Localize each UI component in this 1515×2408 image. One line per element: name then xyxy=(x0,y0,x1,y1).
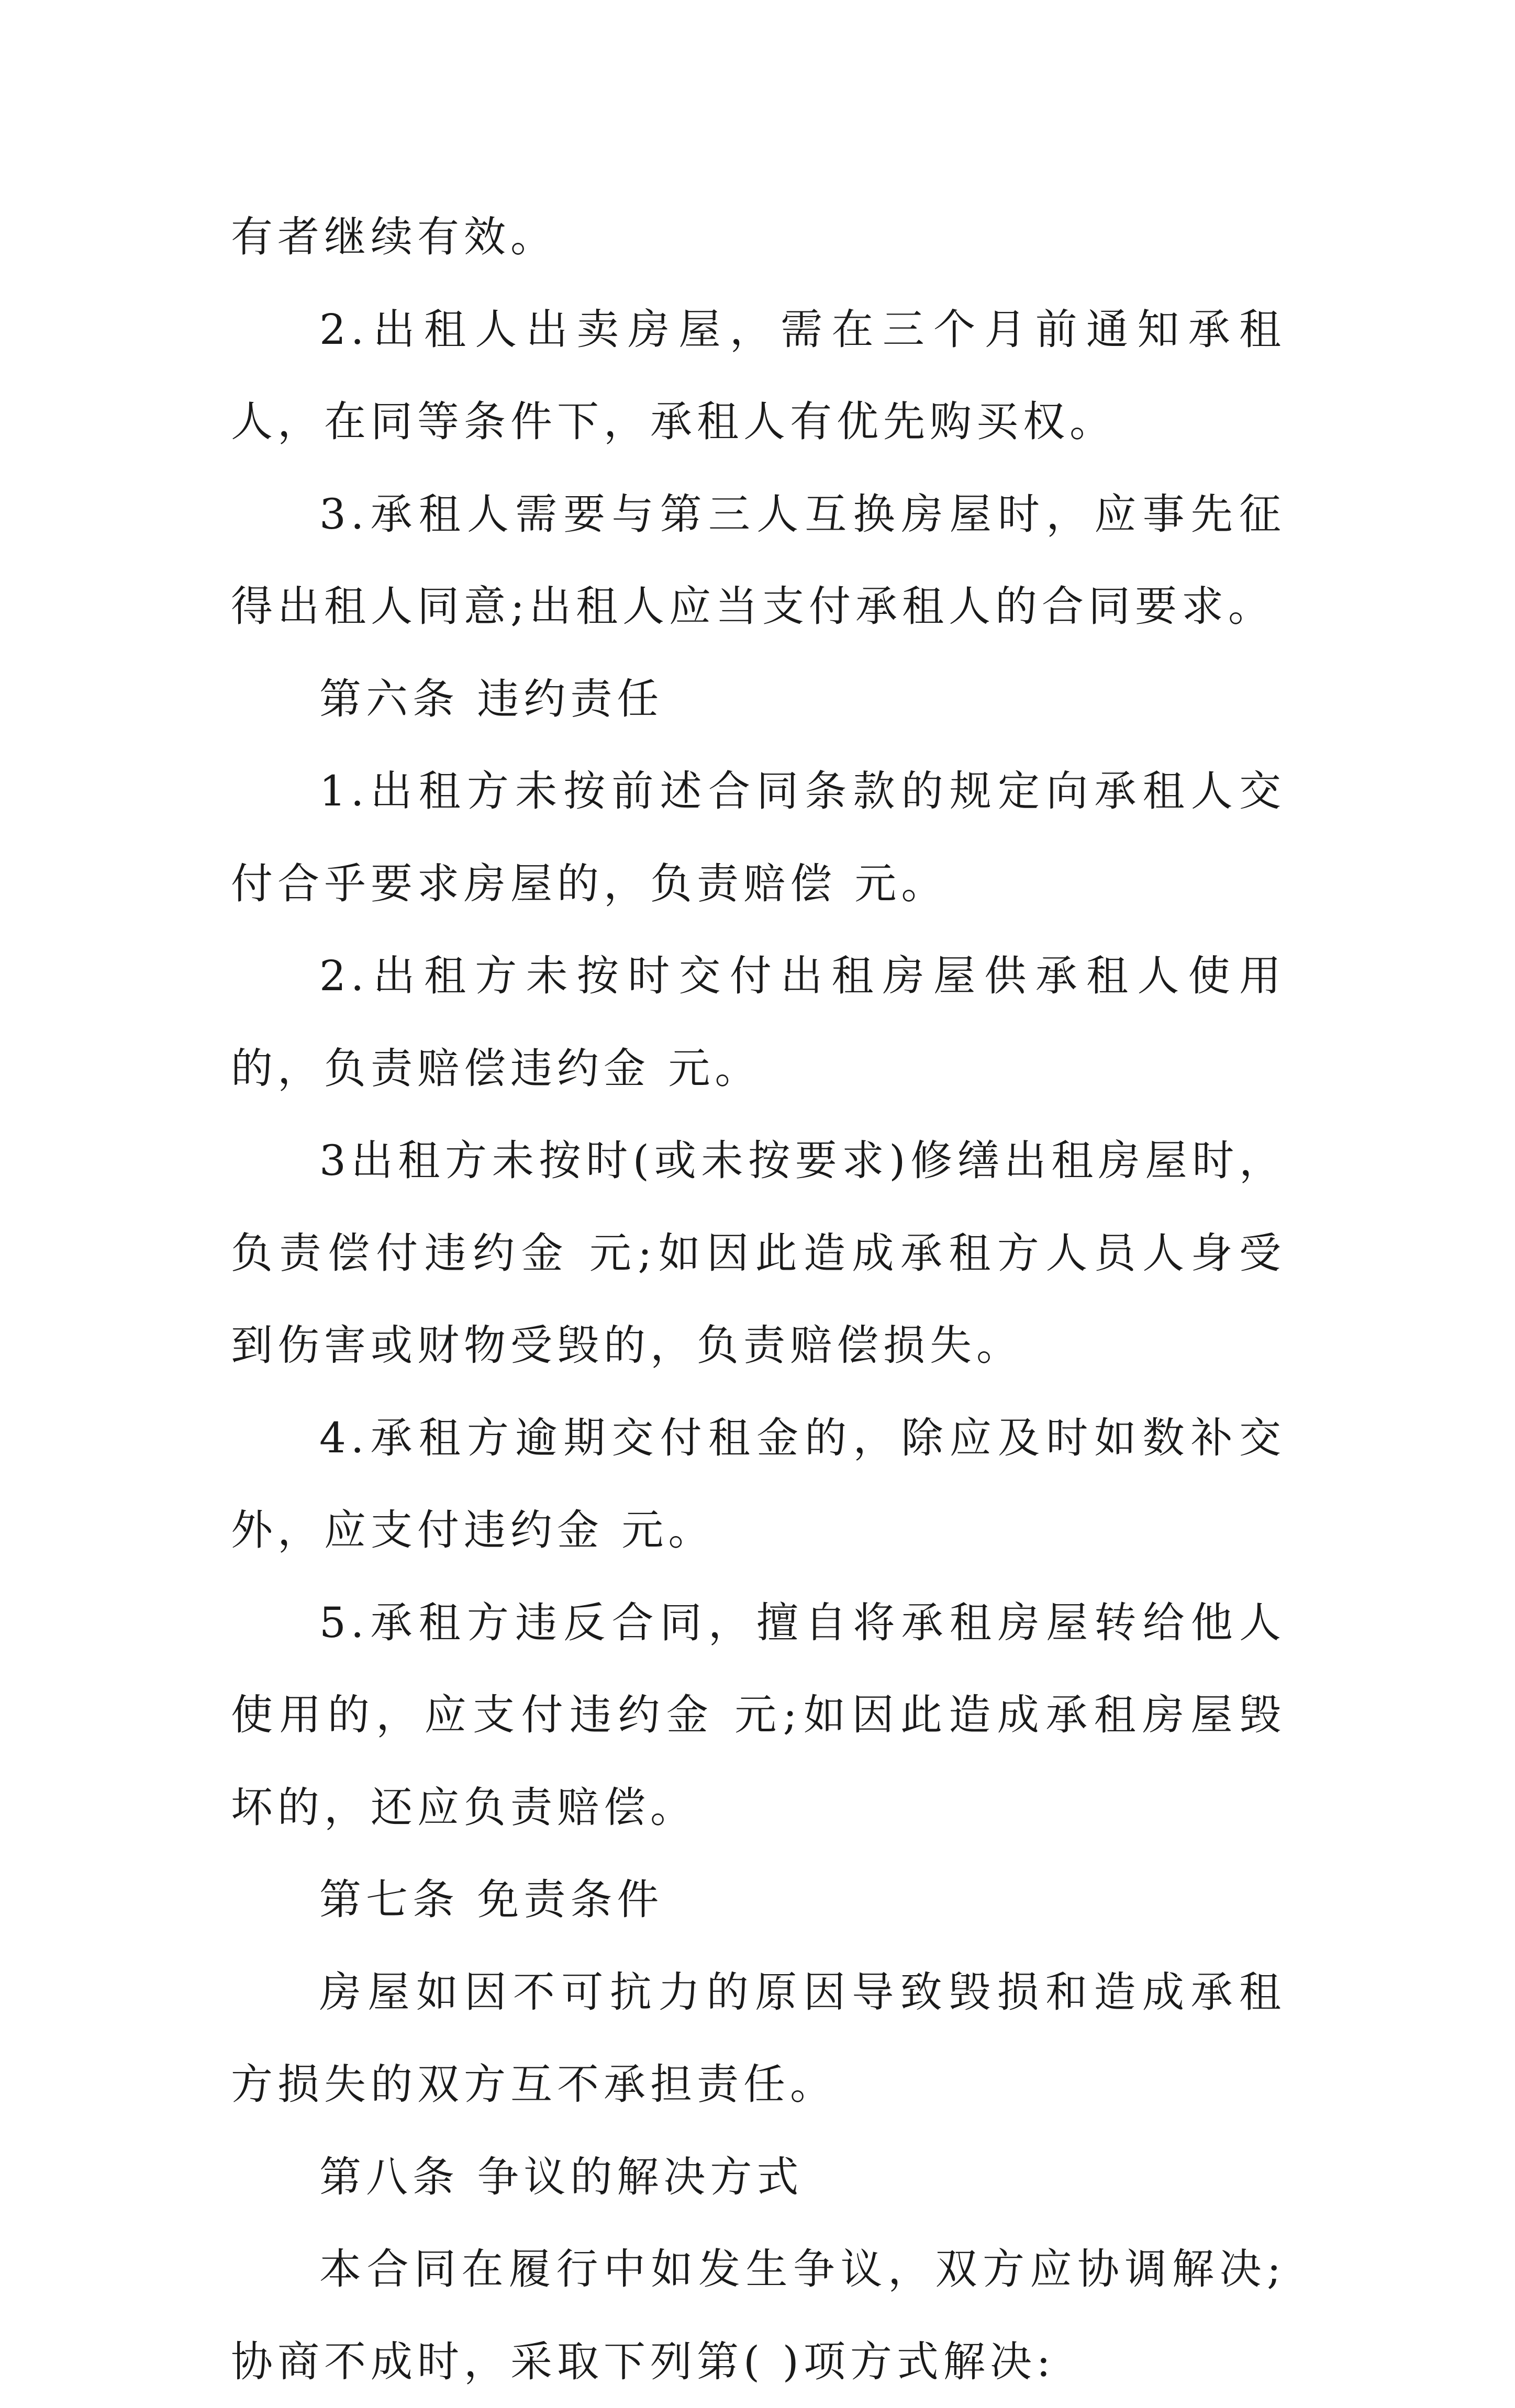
paragraph-clause-6-item-5: 5.承租方违反合同，擅自将承租房屋转给他人使用的，应支付违约金 元;如因此造成承租房屋毁坏的，还应负责赔偿。 xyxy=(231,1598,1286,1832)
paragraph-clause-7: 房屋如因不可抗力的原因导致毁损和造成承租方损失的双方互不承担责任。 xyxy=(231,1967,1286,2109)
paragraph-continuation: 有者继续有效。 xyxy=(231,212,557,261)
paragraph-clause-8: 本合同在履行中如发生争议，双方应协调解决;协商不成时，采取下列第( )项方式解决: xyxy=(231,2245,1286,2386)
heading-article-8: 第八条 争议的解决方式 xyxy=(319,2152,804,2201)
contract-body xyxy=(231,191,1286,2408)
paragraph-clause-6-item-3: 3出租方未按时(或未按要求)修缮出租房屋时，负责偿付违约金 元;如因此造成承租方人员人身受到伤害或财物受毁的，负责赔偿损失。 xyxy=(231,1136,1286,1370)
paragraph-clause-6-item-1: 1.出租方未按前述合同条款的规定向承租人交付合乎要求房屋的，负责赔偿 元。 xyxy=(231,767,1286,908)
paragraph-clause-6-item-2: 2.出租方未按时交付出租房屋供承租人使用的，负责赔偿违约金 元。 xyxy=(231,951,1286,1093)
heading-article-6: 第六条 违约责任 xyxy=(319,674,664,723)
paragraph-clause-5-item-3: 3.承租人需要与第三人互换房屋时，应事先征得出租人同意;出租人应当支付承租人的合同要求。 xyxy=(231,489,1286,631)
paragraph-clause-5-item-2: 2.出租人出卖房屋，需在三个月前通知承租人，在同等条件下，承租人有优先购买权。 xyxy=(231,305,1286,446)
paragraph-clause-6-item-4: 4.承租方逾期交付租金的，除应及时如数补交外，应支付违约金 元。 xyxy=(231,1413,1286,1554)
heading-article-7: 第七条 免责条件 xyxy=(319,1875,664,1924)
